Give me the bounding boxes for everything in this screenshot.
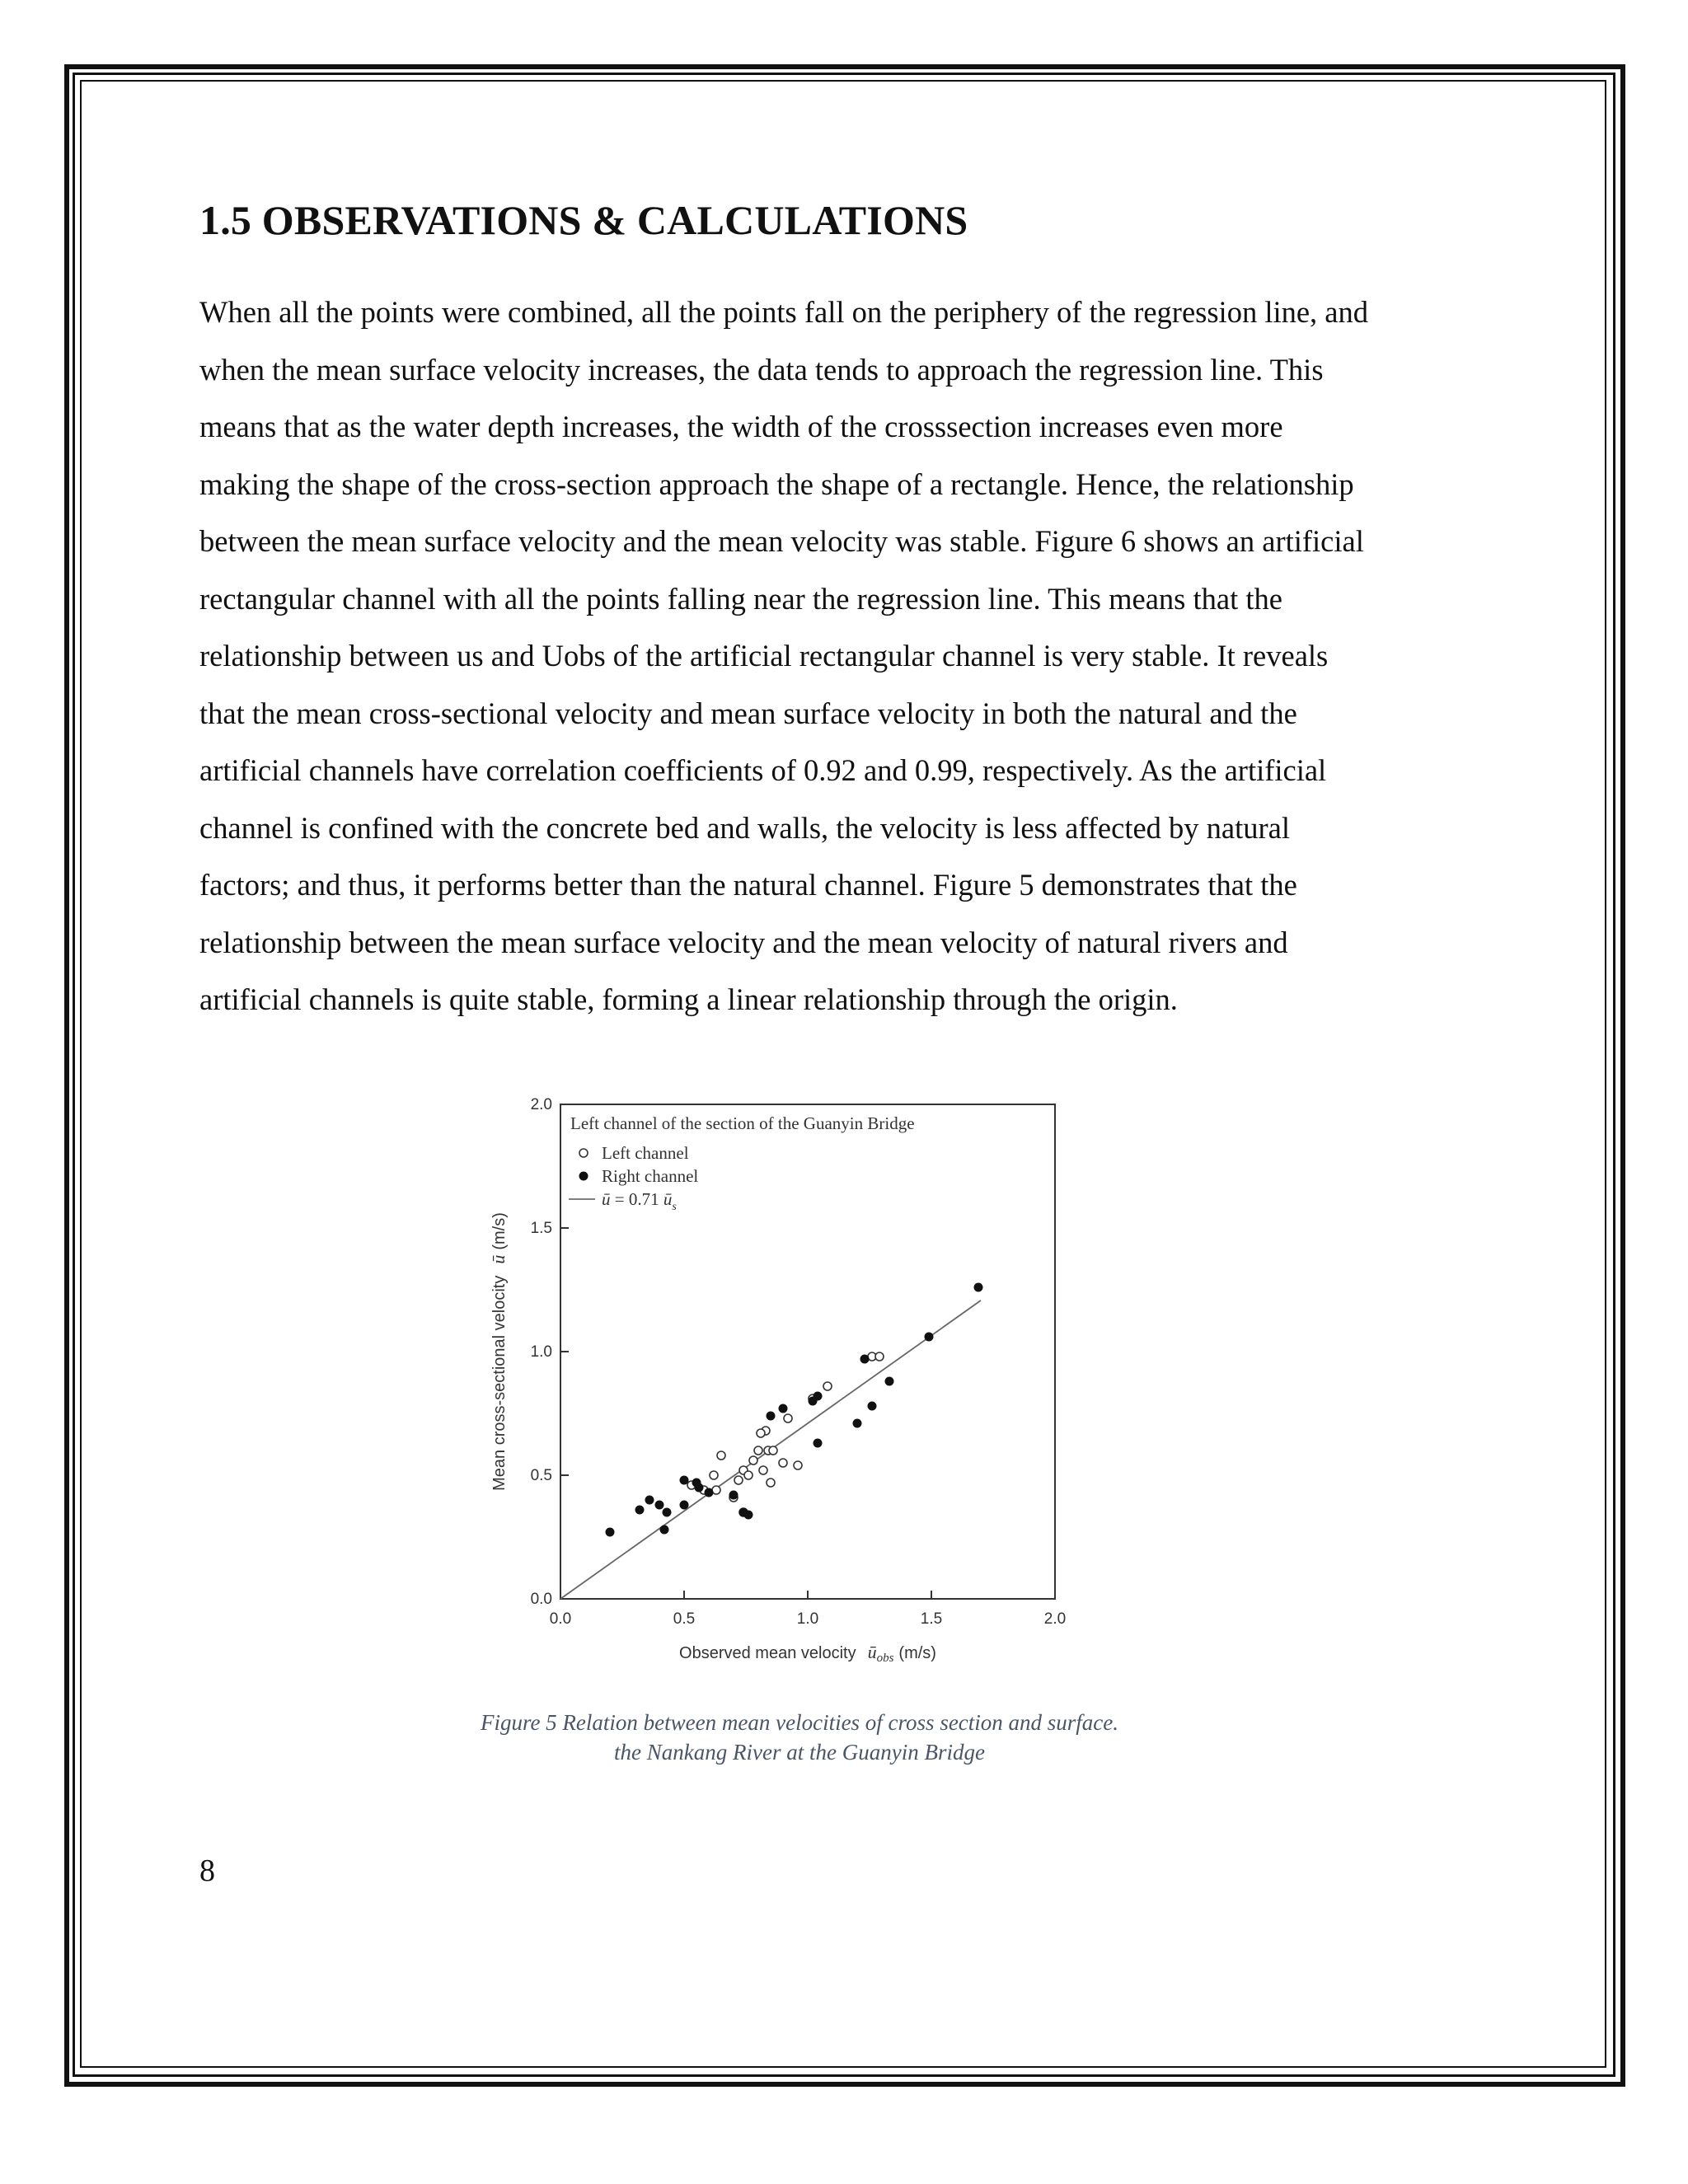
- page-number: 8: [199, 1854, 215, 1888]
- legend-label-left-channel: Left channel: [602, 1143, 689, 1163]
- point-left-channel: [749, 1456, 757, 1465]
- legend-regression-rhs: ū: [663, 1189, 673, 1209]
- paragraph-line: factors; and thus, it performs better than the natural channel. Figure 5 demonstrates that the: [199, 868, 1297, 902]
- point-right-channel: [779, 1404, 788, 1413]
- point-left-channel: [794, 1461, 802, 1469]
- y-tick-label: 0.0: [530, 1591, 552, 1608]
- paragraph-line: that the mean cross-sectional velocity and mean surface velocity in both the natural and the: [199, 696, 1297, 730]
- y-axis-label-text: Mean cross-sectional velocity: [490, 1275, 509, 1491]
- y-tick-label: 1.0: [530, 1343, 552, 1361]
- paragraph-line: when the mean surface velocity increases, the data tends to approach the regression line. This: [199, 352, 1324, 387]
- point-left-channel: [744, 1471, 753, 1479]
- point-right-channel: [868, 1402, 877, 1411]
- point-right-channel: [729, 1491, 738, 1500]
- point-right-channel: [680, 1476, 689, 1485]
- x-tick-label: 2.0: [1043, 1610, 1067, 1628]
- point-right-channel: [655, 1501, 664, 1510]
- point-left-channel: [823, 1382, 832, 1390]
- point-left-channel: [784, 1414, 792, 1422]
- paragraph-line: relationship between us and Uobs of the artificial rectangular channel is very stable. It reveals: [199, 639, 1329, 673]
- point-left-channel: [767, 1479, 775, 1487]
- paragraph-line: between the mean surface velocity and the mean velocity was stable. Figure 6 shows an artificial: [199, 524, 1364, 558]
- point-right-channel: [660, 1526, 669, 1535]
- point-right-channel: [885, 1377, 894, 1386]
- x-axis-label-text: Observed mean velocity: [679, 1644, 856, 1662]
- paragraph-line: making the shape of the cross-section approach the shape of a rectangle. Hence, the relationship: [199, 466, 1354, 501]
- x-axis-label-symbol: ū: [867, 1642, 877, 1662]
- point-left-channel: [754, 1446, 762, 1455]
- paragraph-line: rectangular channel with all the points falling near the regression line. This means that the: [199, 581, 1282, 616]
- y-axis-label: [488, 1212, 509, 1491]
- point-right-channel: [860, 1355, 870, 1364]
- paragraph-line: When all the points were combined, all the points fall on the periphery of the regression line, and: [199, 295, 1369, 329]
- section-heading: 1.5 OBSERVATIONS & CALCULATIONS: [199, 197, 968, 243]
- legend-regression-sub: s: [672, 1201, 677, 1213]
- point-left-channel: [734, 1476, 743, 1484]
- point-right-channel: [680, 1501, 689, 1510]
- velocity-scatter-chart: [478, 1088, 1104, 1681]
- x-axis-label: [679, 1642, 936, 1665]
- point-right-channel: [645, 1496, 654, 1505]
- data-points: [606, 1283, 983, 1537]
- point-left-channel: [759, 1466, 767, 1474]
- point-right-channel: [635, 1506, 645, 1515]
- point-right-channel: [663, 1508, 672, 1517]
- chart-title: Left channel of the section of the Guanyin Bridge: [570, 1113, 915, 1133]
- point-right-channel: [853, 1419, 862, 1428]
- y-axis-label-unit: (m/s): [490, 1212, 509, 1250]
- point-right-channel: [925, 1333, 934, 1342]
- point-right-channel: [767, 1412, 776, 1421]
- point-left-channel: [769, 1446, 777, 1455]
- legend-marker-right-channel: [579, 1172, 588, 1181]
- x-tick-label: 0.5: [673, 1610, 696, 1628]
- figure-caption: [363, 1708, 1236, 1767]
- point-right-channel: [814, 1392, 823, 1401]
- point-left-channel: [757, 1429, 765, 1437]
- point-right-channel: [974, 1283, 983, 1292]
- x-axis-label-sub: obs: [876, 1652, 894, 1665]
- point-right-channel: [705, 1488, 714, 1497]
- point-right-channel: [814, 1439, 823, 1448]
- caption-line: Figure 5 Relation between mean velocities of cross section and surface.: [480, 1710, 1119, 1735]
- body-paragraph: [199, 284, 1518, 1029]
- point-right-channel: [744, 1511, 753, 1520]
- y-axis-label-symbol: ū: [488, 1254, 509, 1264]
- y-tick-label: 1.5: [530, 1220, 552, 1237]
- point-left-channel: [712, 1486, 720, 1494]
- x-axis-label-unit: (m/s): [898, 1644, 936, 1662]
- y-tick-label: 2.0: [530, 1096, 552, 1113]
- caption-line: the Nankang River at the Guanyin Bridge: [614, 1740, 985, 1765]
- point-right-channel: [695, 1483, 704, 1493]
- paragraph-line: means that as the water depth increases, the width of the crosssection increases even more: [199, 410, 1283, 443]
- legend-marker-left-channel: [579, 1149, 588, 1157]
- paragraph-line: channel is confined with the concrete bed and walls, the velocity is less affected by natural: [199, 810, 1291, 845]
- paragraph-line: artificial channels is quite stable, forming a linear relationship through the origin.: [199, 982, 1178, 1016]
- x-tick-label: 1.5: [920, 1610, 943, 1628]
- legend-label-right-channel: Right channel: [602, 1166, 699, 1186]
- point-left-channel: [710, 1471, 718, 1479]
- legend-label-regression: [602, 1189, 677, 1213]
- x-tick-label: 1.0: [796, 1610, 819, 1628]
- point-right-channel: [606, 1528, 615, 1537]
- point-left-channel: [779, 1459, 787, 1467]
- point-left-channel: [875, 1352, 884, 1361]
- legend-regression-mid: = 0.71: [610, 1189, 663, 1209]
- x-tick-label: 0.0: [549, 1610, 572, 1628]
- point-left-channel: [717, 1451, 725, 1460]
- paragraph-line: relationship between the mean surface velocity and the mean velocity of natural rivers and: [199, 925, 1288, 959]
- y-tick-label: 0.5: [530, 1467, 552, 1484]
- legend-regression-lhs: ū: [602, 1189, 611, 1209]
- paragraph-line: artificial channels have correlation coefficients of 0.92 and 0.99, respectively. As the artificial: [199, 753, 1327, 787]
